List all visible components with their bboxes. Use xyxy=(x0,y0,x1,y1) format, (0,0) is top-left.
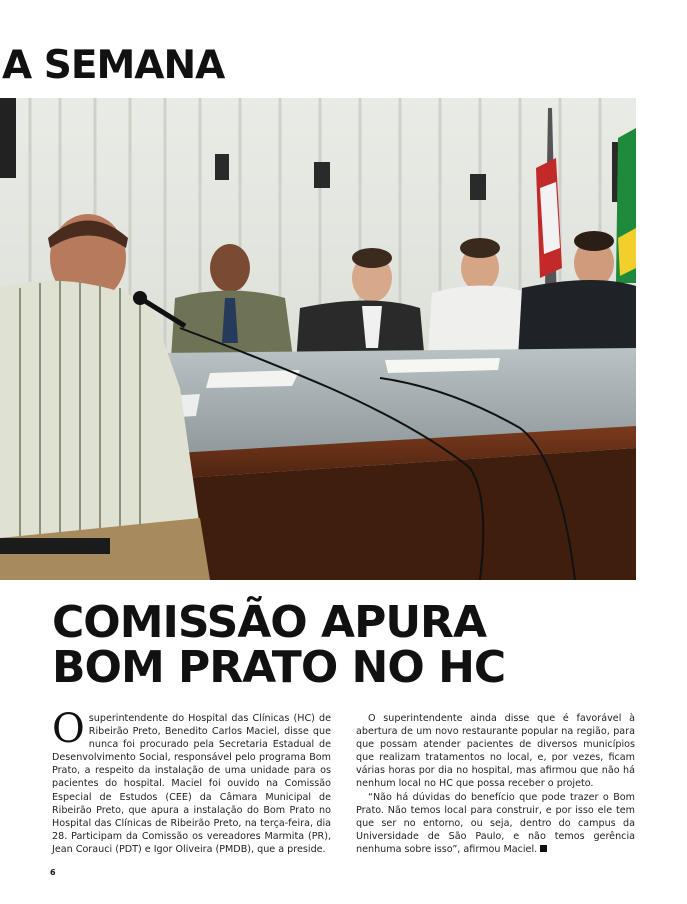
end-mark-icon xyxy=(540,845,547,852)
meeting-photo xyxy=(0,98,636,580)
article-column-left xyxy=(52,706,331,856)
article-headline xyxy=(52,597,506,693)
paragraph-2: O superintendente ainda disse que é favorável à abertura de um novo restaurante popular na região, para que possam atender pacientes de diversos municípios que realizam tratamentos no local, e, por vezes, ficam várias horas por dia no hospital, mas afirmou que não há nenhum local no HC que possa receber o projeto. xyxy=(356,713,635,790)
headline-line-1: COMISSÃO APURA xyxy=(52,597,486,648)
section-title: A SEMANA xyxy=(2,43,225,88)
headline-line-2: BOM PRATO NO HC xyxy=(52,642,506,693)
paragraph-3: “Não há dúvidas do benefício que pode trazer o Bom Prato. Não temos local para construir, e por isso ele tem que ser no entorno, ou seja, dentro do campus da Universidade de São Paulo, e não temos gerência nenhuma sobre isso”, afirmou Maciel. xyxy=(356,791,635,855)
dropcap: O xyxy=(52,706,85,752)
page-number: 6 xyxy=(50,868,56,877)
paragraph-1: superintendente do Hospital das Clínicas (HC) de Ribeirão Preto, Benedito Carlos Maciel, disse que nunca foi procurado pela Secretaria Estadual de Desenvolvimento Social, responsável pelo programa Bom Prato, a respeito da instalação de uma unidade para os pacientes do hospital. Maciel foi ouvido na Comissão Especial de Estudos (CEE) da Câmara Municipal de Ribeirão Preto, que apura a instalação do Bom Prato no Hospital das Clínicas de Ribeirão Preto, na terça-feira, dia 28. Participam da Comissão os vereadores Marmita (PR), Jean Corauci (PDT) e Igor Oliveira (PMDB), que a preside. xyxy=(52,713,331,855)
article-column-right xyxy=(356,712,635,856)
paragraph-3-wrapper xyxy=(356,791,635,856)
